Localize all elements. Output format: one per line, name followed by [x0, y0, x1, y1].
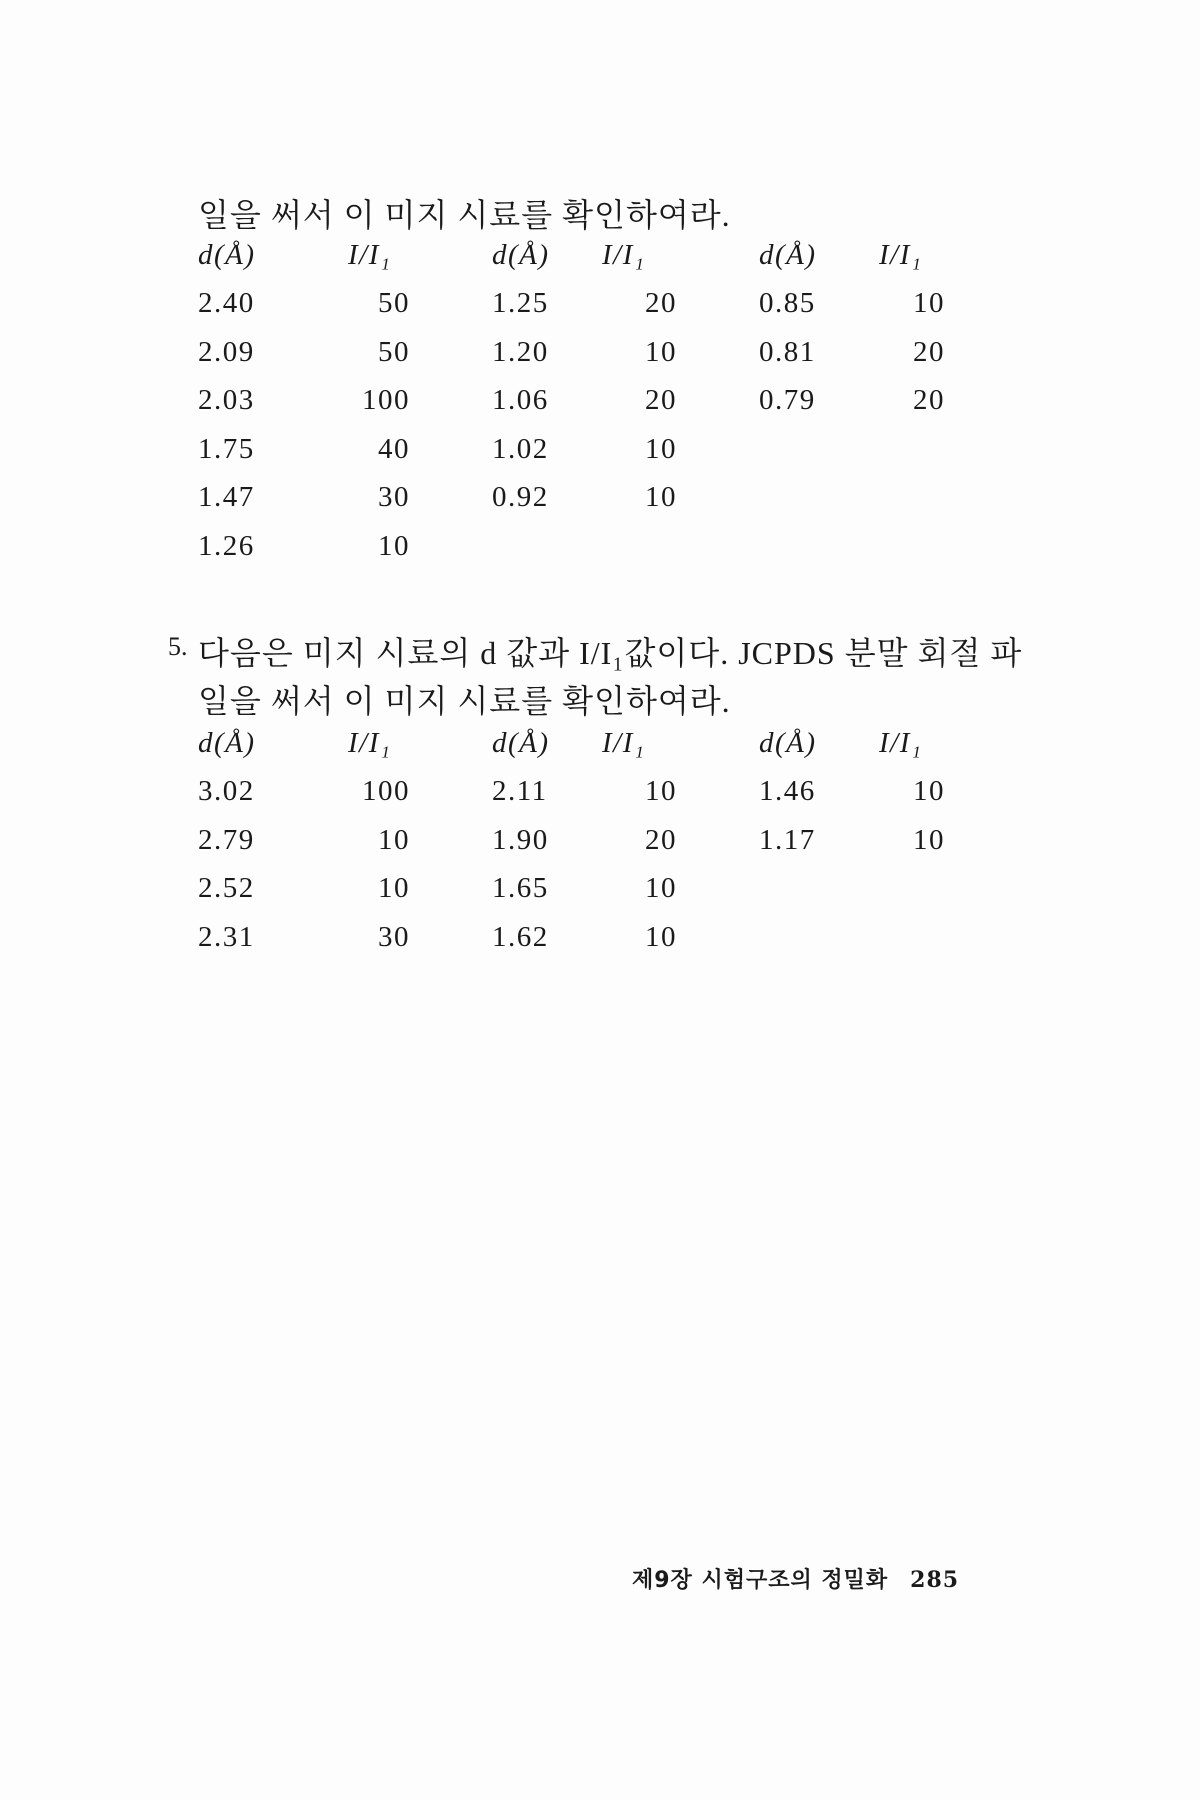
intensity-cell: 10 [378, 872, 410, 905]
d-spacing-cell: 1.06 [492, 384, 549, 417]
intensity-cell: 20 [913, 335, 945, 368]
intensity-cell: 30 [378, 481, 410, 514]
intensity-cell: 50 [378, 335, 410, 368]
intensity-cell: 10 [645, 872, 677, 905]
intensity-cell: 30 [378, 920, 410, 953]
header-d-3: d(Å) [759, 726, 817, 759]
header-intensity-1: I/I₁ [348, 726, 392, 759]
header-intensity-3: I/I₁ [879, 726, 923, 759]
d-spacing-cell: 0.92 [492, 481, 549, 514]
d-spacing-cell: 1.02 [492, 432, 549, 465]
table-row [198, 522, 959, 571]
d-spacing-cell [759, 522, 879, 571]
table-row [198, 328, 959, 377]
d-spacing-cell: 1.65 [492, 872, 549, 905]
intensity-cell: 10 [913, 823, 945, 856]
d-spacing-cell: 3.02 [198, 775, 255, 808]
intensity-cell: 50 [378, 287, 410, 320]
table-row [198, 377, 959, 426]
d-spacing-cell: 2.31 [198, 920, 255, 953]
d-spacing-cell: 1.20 [492, 335, 549, 368]
d-spacing-cell [759, 474, 879, 523]
d-spacing-cell: 2.09 [198, 335, 255, 368]
d-spacing-cell [759, 865, 879, 914]
intensity-cell [879, 865, 959, 914]
d-spacing-cell [759, 913, 879, 962]
table-header-row [198, 719, 959, 768]
page-number: 285 [910, 1567, 960, 1593]
d-spacing-cell [492, 522, 602, 571]
d-spacing-cell: 2.79 [198, 823, 255, 856]
intensity-cell: 10 [913, 775, 945, 808]
d-spacing-cell: 0.85 [759, 287, 816, 320]
d-spacing-cell: 1.75 [198, 432, 255, 465]
intensity-cell: 100 [362, 775, 410, 808]
d-spacing-cell: 1.26 [198, 529, 255, 562]
header-d-1: d(Å) [198, 726, 256, 759]
intensity-cell: 20 [645, 384, 677, 417]
intensity-cell [879, 425, 959, 474]
d-spacing-cell: 0.79 [759, 384, 816, 417]
intensity-cell: 20 [645, 823, 677, 856]
problem5-question-line2: 일을 써서 이 미지 시료를 확인하여라. [198, 683, 731, 719]
intensity-cell: 10 [645, 775, 677, 808]
problem4-data-table [198, 231, 959, 571]
intensity-cell: 10 [645, 920, 677, 953]
d-spacing-cell: 1.62 [492, 920, 549, 953]
intensity-cell: 20 [913, 384, 945, 417]
header-intensity-2: I/I₁ [602, 726, 646, 759]
d-spacing-cell [759, 425, 879, 474]
intensity-cell: 10 [913, 287, 945, 320]
intensity-cell [879, 522, 959, 571]
header-d-2: d(Å) [492, 726, 550, 759]
intensity-cell [879, 474, 959, 523]
problem5-data-table [198, 719, 959, 962]
problem4-instruction: 일을 써서 이 미지 시료를 확인하여라. [198, 197, 731, 233]
header-intensity-3: I/I₁ [879, 238, 923, 271]
table-row [198, 425, 959, 474]
problem5-number: 5. [168, 632, 188, 661]
d-spacing-cell: 2.52 [198, 872, 255, 905]
intensity-cell: 40 [378, 432, 410, 465]
table-row [198, 865, 959, 914]
header-d-3: d(Å) [759, 238, 817, 271]
problem5-question-line1: 다음은 미지 시료의 d 값과 I/I₁값이다. JCPDS 분말 회절 파 [198, 635, 1023, 671]
intensity-cell: 10 [645, 432, 677, 465]
header-intensity-1: I/I₁ [348, 238, 392, 271]
intensity-cell [602, 522, 677, 571]
page-footer [632, 1563, 959, 1594]
intensity-cell: 10 [645, 481, 677, 514]
d-spacing-cell: 0.81 [759, 335, 816, 368]
header-d-1: d(Å) [198, 238, 256, 271]
table-row [198, 474, 959, 523]
table-row [198, 280, 959, 329]
chapter-title: 제9장 시험구조의 정밀화 [632, 1568, 889, 1593]
intensity-cell: 10 [378, 823, 410, 856]
header-d-2: d(Å) [492, 238, 550, 271]
table-header-row [198, 231, 959, 280]
intensity-cell: 10 [645, 335, 677, 368]
intensity-cell: 10 [378, 529, 410, 562]
d-spacing-cell: 2.11 [492, 775, 548, 808]
d-spacing-cell: 2.03 [198, 384, 255, 417]
table-row [198, 768, 959, 817]
d-spacing-cell: 1.46 [759, 775, 816, 808]
d-spacing-cell: 1.90 [492, 823, 549, 856]
table-row [198, 913, 959, 962]
intensity-cell: 20 [645, 287, 677, 320]
d-spacing-cell: 1.47 [198, 481, 255, 514]
intensity-cell [879, 913, 959, 962]
header-intensity-2: I/I₁ [602, 238, 646, 271]
d-spacing-cell: 1.17 [759, 823, 816, 856]
table-row [198, 816, 959, 865]
intensity-cell: 100 [362, 384, 410, 417]
d-spacing-cell: 2.40 [198, 287, 255, 320]
d-spacing-cell: 1.25 [492, 287, 549, 320]
